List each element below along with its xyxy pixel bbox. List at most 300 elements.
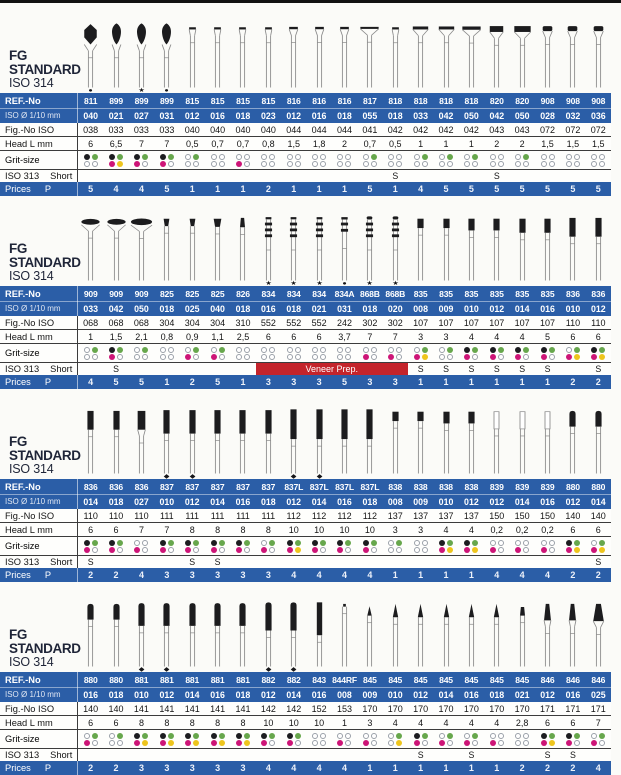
head-length-cell: 4 bbox=[494, 717, 500, 728]
iso313-short-cell: S bbox=[468, 364, 475, 374]
brand-block bbox=[9, 628, 81, 669]
price-group-cell: 3 bbox=[240, 570, 246, 580]
price-group-cell: 5 bbox=[164, 184, 170, 194]
head-length-cell: 2 bbox=[519, 138, 525, 149]
ref-cell: 835 bbox=[489, 288, 504, 299]
grit-dot-m bbox=[591, 740, 597, 746]
row-label-fig-no: Fig.-No ISO bbox=[0, 123, 78, 136]
ref-cell: 815 bbox=[261, 95, 276, 106]
head-length-cell: 5 bbox=[545, 331, 551, 342]
ref-cell: 837 bbox=[185, 481, 200, 492]
grit-dot-k bbox=[211, 733, 217, 739]
fig-no-row bbox=[0, 509, 611, 523]
ref-row bbox=[0, 479, 611, 494]
price-group-cell: 3 bbox=[138, 763, 144, 773]
grit-dot-o bbox=[261, 161, 267, 167]
fig-no-cell: 110 bbox=[83, 510, 98, 521]
fig-no-cell: 041 bbox=[362, 124, 378, 135]
grit-dot-y bbox=[142, 740, 148, 746]
bur-shape-845-014 bbox=[433, 600, 458, 672]
fig-no-cell: 043 bbox=[489, 124, 505, 135]
grit-dot-k bbox=[236, 733, 242, 739]
short-label: Short bbox=[50, 750, 73, 760]
grit-dot-m bbox=[287, 740, 293, 746]
iso-diameter-cell: 040 bbox=[210, 303, 225, 314]
fig-no-cell: 038 bbox=[83, 124, 99, 135]
grit-dot-g bbox=[422, 154, 428, 160]
grit-dot-g bbox=[549, 347, 555, 353]
grit-cell bbox=[306, 730, 331, 748]
ref-cell: 816 bbox=[337, 95, 352, 106]
grit-dot-o bbox=[295, 740, 301, 746]
bur-shape-837l-018 bbox=[357, 407, 382, 479]
iso313-short-cell bbox=[154, 749, 179, 761]
iso313-short-cell bbox=[256, 749, 281, 761]
price-group-cell: 5 bbox=[443, 184, 449, 194]
price-group-cell: 1 bbox=[494, 377, 500, 387]
iso-diameter-cell: 010 bbox=[565, 303, 581, 314]
fig-no-cell: 304 bbox=[159, 317, 175, 328]
iso313-short-cell bbox=[281, 170, 306, 182]
grit-dot-o bbox=[422, 161, 428, 167]
shapes-area bbox=[0, 389, 621, 479]
grit-cell bbox=[535, 344, 560, 362]
grit-dot-g bbox=[142, 347, 148, 353]
ref-cell: 899 bbox=[134, 95, 149, 106]
iso313-short-cell bbox=[332, 556, 357, 568]
price-group-cell: 3 bbox=[265, 570, 271, 580]
grit-dot-o bbox=[363, 347, 369, 353]
grit-dot-g bbox=[472, 154, 478, 160]
iso-diameter-cell: 031 bbox=[337, 303, 352, 314]
grit-cell bbox=[408, 537, 433, 555]
grit-dot-m bbox=[464, 354, 470, 360]
grit-dot-o bbox=[219, 154, 225, 160]
price-group-cell: 3 bbox=[367, 377, 373, 387]
grit-dot-o bbox=[396, 354, 402, 360]
ref-cell: 834A bbox=[334, 288, 355, 299]
bur-shape-835-009 bbox=[433, 214, 458, 286]
iso313-short-cell bbox=[205, 170, 230, 182]
iso313-short-cell bbox=[332, 749, 357, 761]
bur-shape-880-012 bbox=[560, 407, 585, 479]
fig-no-cell: 140 bbox=[83, 703, 99, 714]
spec-table bbox=[0, 286, 611, 389]
iso313-short-row bbox=[0, 556, 611, 568]
svg-text:★: ★ bbox=[138, 87, 145, 93]
grit-dot-y bbox=[472, 547, 478, 553]
head-length-cell: 6 bbox=[570, 331, 576, 342]
price-group-cell: 2 bbox=[519, 763, 525, 773]
iso-diameter-cell: 016 bbox=[235, 496, 251, 507]
catalog-section-1 bbox=[0, 3, 621, 196]
svg-text:◆: ◆ bbox=[290, 473, 297, 479]
ref-cell: 820 bbox=[515, 95, 530, 106]
grit-dot-o bbox=[185, 347, 191, 353]
head-length-cell: 8 bbox=[215, 524, 221, 535]
head-length-cell: 7 bbox=[595, 717, 601, 728]
iso313-short-cell: S bbox=[595, 364, 602, 374]
grit-dot-o bbox=[236, 354, 242, 360]
grit-cell bbox=[205, 151, 230, 169]
ref-cell: 846 bbox=[540, 674, 555, 685]
ref-cell: 834 bbox=[312, 288, 326, 299]
iso-diameter-cell: 014 bbox=[514, 303, 530, 314]
grit-dot-g bbox=[498, 347, 504, 353]
catalog-page bbox=[0, 3, 621, 775]
grit-cell bbox=[332, 151, 357, 169]
grit-dot-o bbox=[371, 161, 377, 167]
svg-text:◆: ◆ bbox=[316, 473, 322, 479]
iso313-short-cell: S bbox=[417, 364, 424, 374]
ref-cell: 835 bbox=[515, 288, 530, 299]
grit-dot-g bbox=[599, 540, 605, 546]
bur-shape-836-014 bbox=[78, 407, 103, 479]
grit-cell bbox=[154, 730, 179, 748]
fig-no-cell: 552 bbox=[260, 317, 276, 328]
bur-shape-839-012 bbox=[484, 407, 509, 479]
bur-shape-838-008 bbox=[383, 407, 408, 479]
grit-dot-o bbox=[388, 347, 394, 353]
bur-shape-836-018 bbox=[103, 407, 128, 479]
head-length-cell: 0,5 bbox=[388, 138, 402, 149]
grit-dot-m bbox=[490, 547, 496, 553]
iso313-label: ISO 313 bbox=[5, 750, 40, 760]
grit-dot-o bbox=[414, 547, 420, 553]
bur-shape-880-018 bbox=[103, 600, 128, 672]
grit-dot-o bbox=[414, 154, 420, 160]
bur-shape-881-014 bbox=[180, 600, 205, 672]
grit-dot-m bbox=[185, 354, 191, 360]
fig-no-cell: 170 bbox=[514, 703, 530, 714]
ref-row bbox=[0, 672, 611, 687]
head-length-cell: 6 bbox=[570, 524, 576, 535]
price-group-cell: 2 bbox=[189, 377, 195, 387]
bur-shapes-row bbox=[78, 405, 611, 479]
price-group-cell: 1 bbox=[468, 570, 474, 580]
iso313-short-cell bbox=[535, 170, 560, 182]
ref-cell: 846 bbox=[591, 674, 606, 685]
grit-dot-o bbox=[320, 740, 326, 746]
grit-dot-k bbox=[185, 733, 191, 739]
grit-cell bbox=[332, 537, 357, 555]
row-label-prices bbox=[0, 761, 78, 775]
catalog-section-2 bbox=[0, 196, 621, 389]
grit-cell bbox=[103, 537, 128, 555]
iso-diameter-cell: 012 bbox=[286, 110, 302, 121]
iso-diameter-cell: 018 bbox=[489, 689, 505, 700]
iso313-short-cell bbox=[357, 749, 382, 761]
iso-diameter-cell: 008 bbox=[337, 689, 352, 700]
grit-cell bbox=[383, 730, 408, 748]
iso-diameter-cell: 040 bbox=[83, 110, 99, 121]
grit-dot-k bbox=[566, 540, 572, 546]
bur-shape-908-028 bbox=[535, 21, 560, 93]
fig-no-cell: 042 bbox=[438, 124, 454, 135]
brand-line-fg: FG bbox=[9, 240, 27, 256]
grit-dot-o bbox=[515, 161, 521, 167]
grit-dot-o bbox=[414, 540, 420, 546]
grit-dot-m bbox=[515, 354, 521, 360]
grit-dot-o bbox=[345, 547, 351, 553]
grit-dot-g bbox=[472, 347, 478, 353]
head-length-cell: 3,7 bbox=[338, 331, 351, 342]
iso313-short-cell bbox=[154, 170, 179, 182]
grit-dot-o bbox=[193, 547, 199, 553]
ref-cell: 815 bbox=[185, 95, 200, 106]
head-length-cell: 7 bbox=[164, 524, 170, 535]
ref-cell: 835 bbox=[540, 288, 555, 299]
iso313-short-cell bbox=[433, 556, 458, 568]
grit-dot-o bbox=[439, 347, 445, 353]
fig-no-cell: 142 bbox=[286, 703, 302, 714]
fig-no-cell: 141 bbox=[184, 703, 200, 714]
grit-cell bbox=[357, 730, 382, 748]
grit-cell bbox=[509, 344, 534, 362]
bur-shape-834-021 bbox=[306, 214, 331, 286]
iso-diameter-cell: 016 bbox=[464, 689, 479, 700]
grit-dot-g bbox=[295, 540, 301, 546]
grit-dot-o bbox=[498, 547, 504, 553]
grit-dot-k bbox=[464, 540, 470, 546]
grit-dot-m bbox=[388, 354, 394, 360]
grit-dot-k bbox=[439, 540, 445, 546]
grit-dot-o bbox=[388, 733, 394, 739]
bur-shape-837-012 bbox=[180, 407, 205, 479]
grit-dot-o bbox=[236, 347, 242, 353]
row-label-fig-no: Fig.-No ISO bbox=[0, 316, 78, 329]
grit-dot-m bbox=[109, 354, 115, 360]
head-length-cell: 6 bbox=[265, 331, 271, 342]
bur-shape-835-008 bbox=[408, 214, 433, 286]
brand-line-fg: FG bbox=[9, 47, 27, 63]
bur-shape-839-016 bbox=[535, 407, 560, 479]
price-group-cell: 1 bbox=[418, 570, 424, 580]
price-group-cell: 1 bbox=[367, 763, 373, 773]
fig-no-cell: 140 bbox=[108, 703, 124, 714]
iso-diameter-cell: 008 bbox=[413, 303, 428, 314]
grit-dot-o bbox=[498, 733, 504, 739]
price-group-cell: 3 bbox=[215, 763, 221, 773]
grit-dot-o bbox=[396, 161, 402, 167]
bur-shape-909-033 bbox=[78, 214, 103, 286]
grit-dot-o bbox=[84, 733, 90, 739]
ref-cell: 881 bbox=[134, 674, 149, 685]
fig-no-cell: 042 bbox=[463, 124, 479, 135]
ref-cell: 837 bbox=[159, 481, 174, 492]
grit-dot-g bbox=[549, 733, 555, 739]
grit-dot-o bbox=[92, 354, 98, 360]
grit-cell bbox=[129, 344, 154, 362]
iso-diameter-cell: 042 bbox=[489, 110, 505, 121]
brand-line-iso: ISO 314 bbox=[9, 76, 54, 90]
head-length-cell: 1,5 bbox=[287, 138, 300, 149]
grit-cell bbox=[281, 730, 306, 748]
grit-dot-o bbox=[498, 154, 504, 160]
bur-shape-816-012 bbox=[281, 21, 306, 93]
head-length-cell: 4 bbox=[519, 331, 525, 342]
bur-shape-818-033 bbox=[408, 21, 433, 93]
grit-dot-m bbox=[414, 740, 420, 746]
svg-text:●: ● bbox=[88, 87, 93, 93]
head-length-cell: 4 bbox=[392, 717, 398, 728]
grit-dot-m bbox=[439, 740, 445, 746]
row-label-grit-size: Grit-size bbox=[0, 151, 78, 169]
grit-dot-k bbox=[109, 347, 115, 353]
grit-dot-g bbox=[219, 540, 225, 546]
prices-row bbox=[0, 761, 611, 775]
grit-dot-o bbox=[92, 161, 98, 167]
grit-dot-o bbox=[447, 354, 453, 360]
price-group-cell: 2 bbox=[595, 570, 601, 580]
grit-dot-g bbox=[142, 154, 148, 160]
grit-cell bbox=[383, 537, 408, 555]
grit-dot-g bbox=[219, 733, 225, 739]
bur-shape-834-018 bbox=[281, 214, 306, 286]
grit-dot-y bbox=[599, 354, 605, 360]
brand-line-standard: STANDARD bbox=[9, 61, 81, 77]
brand-block bbox=[9, 49, 81, 90]
fig-no-cell: 140 bbox=[565, 510, 581, 521]
grit-dot-m bbox=[109, 547, 115, 553]
fig-no-cell: 552 bbox=[311, 317, 327, 328]
bur-shape-826-018 bbox=[230, 214, 255, 286]
grit-dot-o bbox=[142, 354, 148, 360]
grit-dot-g bbox=[117, 733, 123, 739]
iso-diameter-cell: 014 bbox=[590, 496, 606, 507]
brand-line-iso: ISO 314 bbox=[9, 462, 54, 476]
iso313-short-cell bbox=[103, 170, 128, 182]
grit-dot-k bbox=[134, 154, 140, 160]
head-length-cell: 1,5 bbox=[592, 138, 605, 149]
bur-shape-880-016 bbox=[78, 600, 103, 672]
grit-dot-o bbox=[464, 733, 470, 739]
row-label-ref: REF.-No bbox=[0, 672, 78, 687]
iso-diameter-cell: 042 bbox=[108, 303, 124, 314]
grit-dot-m bbox=[515, 547, 521, 553]
grit-dot-o bbox=[591, 540, 597, 546]
grit-cell bbox=[459, 730, 484, 748]
fig-no-cell: 142 bbox=[260, 703, 276, 714]
grit-dot-o bbox=[422, 547, 428, 553]
ref-cell: 835 bbox=[413, 288, 428, 299]
row-label-head-length: Head L mm bbox=[0, 330, 78, 343]
grit-dot-o bbox=[345, 740, 351, 746]
head-length-cell: 3 bbox=[367, 717, 373, 728]
ref-cell: 844RF bbox=[332, 674, 357, 685]
grit-dot-g bbox=[396, 733, 402, 739]
ref-cell: 868B bbox=[360, 288, 380, 299]
ref-cell: 909 bbox=[134, 288, 149, 299]
fig-no-cell: 242 bbox=[336, 317, 352, 328]
grit-cell bbox=[332, 730, 357, 748]
fig-no-cell: 068 bbox=[133, 317, 149, 328]
bur-shape-846-016 bbox=[560, 600, 585, 672]
spec-table bbox=[0, 672, 611, 775]
grit-dot-o bbox=[447, 740, 453, 746]
svg-text:◆: ◆ bbox=[164, 666, 170, 672]
fig-no-cell: 302 bbox=[362, 317, 378, 328]
iso313-short-cell bbox=[256, 170, 281, 182]
row-label-ref: REF.-No bbox=[0, 286, 78, 301]
ref-cell: 836 bbox=[591, 288, 606, 299]
grit-dot-g bbox=[574, 540, 580, 546]
row-label-iso-diameter: ISO Ø 1/10 mm bbox=[0, 301, 78, 316]
price-group-cell: 2 bbox=[570, 377, 576, 387]
iso313-short-cell bbox=[230, 749, 255, 761]
price-group-cell: 1 bbox=[443, 570, 449, 580]
head-length-cell: 8 bbox=[215, 717, 221, 728]
iso-diameter-cell: 009 bbox=[413, 496, 428, 507]
svg-text:★: ★ bbox=[315, 280, 323, 286]
grit-dot-o bbox=[312, 354, 318, 360]
iso-diameter-cell: 012 bbox=[413, 689, 428, 700]
ref-cell: 818 bbox=[464, 95, 479, 106]
grit-dot-o bbox=[337, 354, 343, 360]
grit-dot-m bbox=[261, 740, 267, 746]
iso313-short-cell: S bbox=[544, 364, 551, 374]
ref-cell: 834 bbox=[261, 288, 276, 299]
grit-cell bbox=[154, 344, 179, 362]
iso313-short-row bbox=[0, 749, 611, 761]
fig-no-cell: 072 bbox=[590, 124, 606, 135]
iso-diameter-cell: 010 bbox=[134, 689, 149, 700]
price-group-cell: 1 bbox=[189, 184, 195, 194]
grit-cell bbox=[306, 151, 331, 169]
head-length-cell: 3 bbox=[443, 331, 449, 342]
grit-dot-k bbox=[160, 733, 166, 739]
ref-cell: 909 bbox=[83, 288, 98, 299]
ref-cell: 882 bbox=[261, 674, 276, 685]
head-length-cell: 7 bbox=[392, 331, 398, 342]
head-length-cell: 10 bbox=[364, 524, 375, 535]
grit-size-row bbox=[0, 151, 611, 170]
price-group-cell: 1 bbox=[519, 377, 525, 387]
grit-dot-o bbox=[193, 354, 199, 360]
price-group-cell: 1 bbox=[392, 184, 398, 194]
grit-cell bbox=[205, 344, 230, 362]
svg-text:◆: ◆ bbox=[290, 666, 297, 672]
grit-dot-y bbox=[422, 354, 428, 360]
grit-dot-o bbox=[92, 547, 98, 553]
bur-shape-845-009 bbox=[357, 600, 382, 672]
bur-shape-835-014 bbox=[509, 214, 534, 286]
price-group-cell: 1 bbox=[240, 184, 246, 194]
price-group-cell: 5 bbox=[88, 184, 94, 194]
ref-row bbox=[0, 286, 611, 301]
grit-cell bbox=[408, 151, 433, 169]
iso313-label: ISO 313 bbox=[5, 171, 40, 181]
grit-dot-g bbox=[92, 540, 98, 546]
iso313-short-cell bbox=[560, 556, 585, 568]
iso-diameter-cell: 050 bbox=[464, 110, 479, 121]
bur-shape-835-010 bbox=[459, 214, 484, 286]
grit-dot-o bbox=[388, 161, 394, 167]
grit-dot-m bbox=[566, 547, 572, 553]
iso313-short-cell: S bbox=[417, 750, 424, 760]
grit-dot-m bbox=[541, 354, 547, 360]
ref-cell: 838 bbox=[464, 481, 479, 492]
bur-shape-881-016 bbox=[205, 600, 230, 672]
grit-dot-o bbox=[117, 354, 123, 360]
grit-dot-o bbox=[472, 161, 478, 167]
price-group-cell: 1 bbox=[443, 763, 449, 773]
iso-diameter-cell: 014 bbox=[311, 496, 327, 507]
fig-no-cell: 111 bbox=[210, 510, 225, 521]
grit-dot-o bbox=[549, 161, 555, 167]
grit-dot-g bbox=[193, 347, 199, 353]
grit-cell bbox=[230, 151, 255, 169]
